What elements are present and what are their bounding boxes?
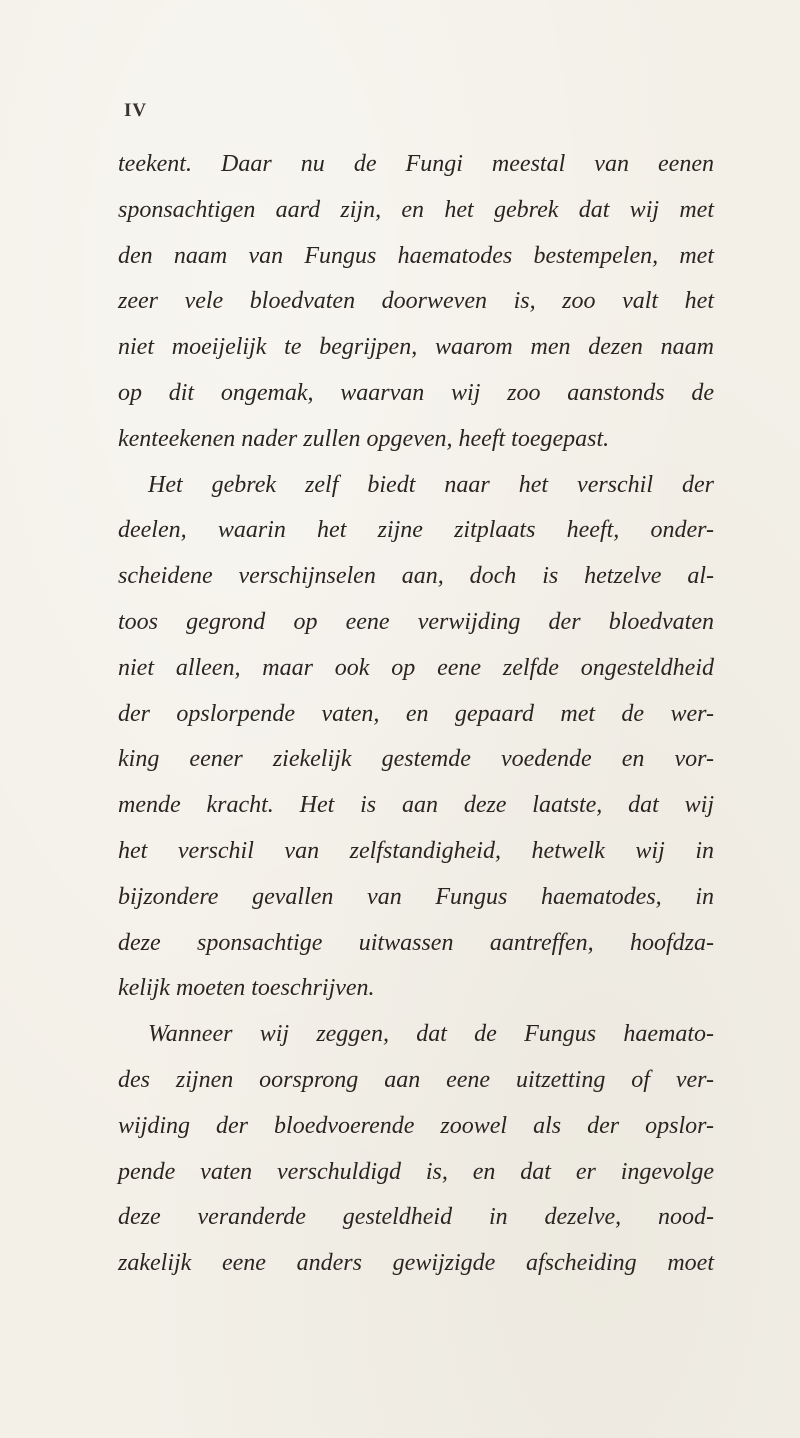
text-line: deze veranderde gesteldheid in dezelve, nood- [118,1204,714,1231]
text-line: Wanneer wij zeggen, dat de Fungus haemato- [148,1021,714,1048]
text-line: scheidene verschijnselen aan, doch is hetzelve al- [118,563,714,590]
text-line: bijzondere gevallen van Fungus haematodes, in [118,883,714,910]
text-line: het verschil van zelfstandigheid, hetwelk wij in [118,837,714,864]
text-line: teekent. Daar nu de Fungi meestal van eenen [118,151,714,177]
text-line: der opslorpende vaten, en gepaard met de wer- [118,700,714,727]
text-line: den naam van Fungus haematodes bestempelen, met [118,242,714,269]
text-line: zeer vele bloedvaten doorweven is, zoo valt het [118,288,714,315]
text-line: deze sponsachtige uitwassen aantreffen, hoofdza- [118,929,714,956]
text-line: kenteekenen nader zullen opgeven, heeft toegepast. [118,425,610,452]
text-line: toos gegrond op eene verwijding der bloedvaten [118,608,714,635]
body-text [118,142,714,1287]
text-line: op dit ongemak, waarvan wij zoo aanstonds de [118,379,714,406]
text-line: des zijnen oorsprong aan eene uitzetting of ver- [118,1066,714,1093]
text-line: pende vaten verschuldigd is, en dat er ingevolge [118,1158,714,1185]
text-line: deelen, waarin het zijne zitplaats heeft, onder- [118,517,714,544]
text-line: mende kracht. Het is aan deze laatste, dat wij [118,792,714,819]
text-line: king eener ziekelijk gestemde voedende en vor- [118,746,714,773]
text-line: wijding der bloedvoerende zoowel als der opslor- [118,1112,714,1139]
text-line: niet alleen, maar ook op eene zelfde ongesteldheid [118,654,714,681]
page-number: IV [124,100,148,121]
text-line: niet moeijelijk te begrijpen, waarom men dezen naam [118,334,714,361]
text-line: Het gebrek zelf biedt naar het verschil der [148,471,714,498]
text-line: sponsachtigen aard zijn, en het gebrek dat wij met [118,196,714,223]
text-line: kelijk moeten toeschrijven. [118,975,375,1002]
text-line: zakelijk eene anders gewijzigde afscheiding moet [118,1250,714,1277]
